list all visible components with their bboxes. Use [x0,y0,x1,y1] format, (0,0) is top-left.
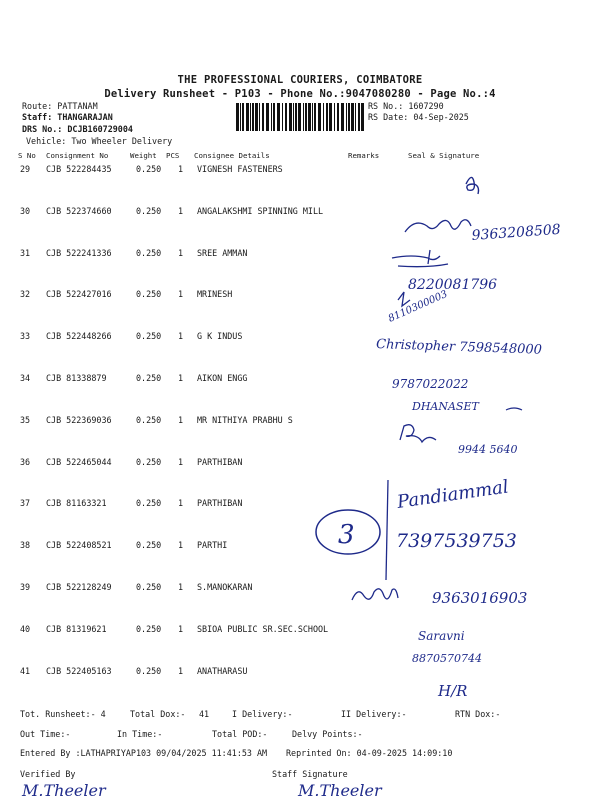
table-row [0,457,600,471]
circled-number: 3 [338,520,355,550]
row-consignee: PARTHI [197,540,228,550]
phone-37: 7397539753 [396,530,517,552]
rs-number: RS No.: 1607290 [368,101,444,111]
row-weight: 0.250 [136,289,162,299]
row-sno: 29 [20,164,31,174]
table-row [0,206,600,220]
text-34: DHANASET [412,400,479,413]
row-weight: 0.250 [136,248,162,258]
drs-number: DRS No.: DCJB160729004 [22,124,133,134]
row-consignment-no: CJB 522405163 [46,666,112,676]
row-pcs: 1 [178,415,184,425]
table-row [0,498,600,512]
entered-by: Entered By :LATHAPRIYAP103 09/04/2025 11:41:53 AM [20,748,268,758]
row-consignee: S.MANOKARAN [197,582,253,592]
total-pod: Total POD:- [212,729,268,739]
row-consignment-no: CJB 522448266 [46,331,112,341]
col-consignee: Consignee Details [194,151,270,160]
delvy-points: Delvy Points:- [292,729,363,739]
table-row [0,373,600,387]
row-pcs: 1 [178,540,184,550]
table-row [0,540,600,554]
phone-32: 8110300003 [386,288,450,325]
col-remarks: Remarks [348,151,380,160]
total-dox-label: Total Dox:- [130,709,186,719]
text-33: Christopher 7598548000 [375,337,543,358]
row-sno: 32 [20,289,31,299]
row-consignee: ANGALAKSHMI SPINNING MILL [197,206,324,216]
phone-30: 9363208508 [471,221,562,244]
ii-delivery: II Delivery:- [341,709,407,719]
row-pcs: 1 [178,248,184,258]
row-consignment-no: CJB 522128249 [46,582,112,592]
staff-signature-label: Staff Signature [272,769,348,779]
bracket-line [386,480,388,580]
verified-signature: M.Theeler [22,781,106,800]
row-pcs: 1 [178,373,184,383]
phone-34: 9787022022 [392,377,469,391]
row-consignment-no: CJB 81338879 [46,373,107,383]
i-delivery: I Delivery:- [232,709,293,719]
row-consignee: MRINESH [197,289,233,299]
row-weight: 0.250 [136,540,162,550]
col-sno: S No [18,151,36,160]
row-sno: 33 [20,331,31,341]
row-pcs: 1 [178,457,184,467]
table-row [0,582,600,596]
row-consignment-no: CJB 522427016 [46,289,112,299]
row-sno: 38 [20,540,31,550]
row-sno: 37 [20,498,31,508]
row-pcs: 1 [178,206,184,216]
table-row [0,164,600,178]
row-consignee: AIKON ENGG [197,373,248,383]
row-sno: 40 [20,624,31,634]
row-weight: 0.250 [136,666,162,676]
col-pcs: PCS [166,151,180,160]
row-sno: 34 [20,373,31,383]
tot-runsheet: Tot. Runsheet:- 4 [20,709,106,719]
row-pcs: 1 [178,624,184,634]
row-sno: 39 [20,582,31,592]
row-sno: 31 [20,248,31,258]
row-pcs: 1 [178,582,184,592]
signature-scribble [405,220,471,232]
row-consignee: SBIOA PUBLIC SR.SEC.SCHOOL [197,624,329,634]
table-row [0,331,600,345]
col-seal-signature: Seal & Signature [408,151,480,160]
row-consignee: SREE AMMAN [197,248,248,258]
text-35: 9944 5640 [458,443,518,456]
row-consignee: PARTHIBAN [197,457,243,467]
rs-date: RS Date: 04-Sep-2025 [368,112,469,122]
row-weight: 0.250 [136,624,162,634]
phone-31: 8220081796 [408,277,498,293]
row-weight: 0.250 [136,415,162,425]
reprinted-on: Reprinted On: 04-09-2025 14:09:10 [286,748,453,758]
row-consignment-no: CJB 81319621 [46,624,107,634]
row-sno: 41 [20,666,31,676]
row-consignment-no: CJB 81163321 [46,498,107,508]
runsheet-subtitle: Delivery Runsheet - P103 - Phone No.:9047080280 - Page No.:4 [104,88,496,100]
initials-41: H/R [438,682,468,700]
row-pcs: 1 [178,289,184,299]
table-row [0,666,600,680]
table-row [0,248,600,262]
row-consignee: ANATHARASU [197,666,248,676]
row-weight: 0.250 [136,582,162,592]
route-label: Route: PATTANAM [22,101,98,111]
row-consignment-no: CJB 522284435 [46,164,112,174]
vehicle-label: Vehicle: Two Wheeler Delivery [26,136,173,146]
row-weight: 0.250 [136,164,162,174]
row-pcs: 1 [178,331,184,341]
rtn-dox: RTN Dox:- [455,709,501,719]
row-consignment-no: CJB 522374660 [46,206,112,216]
col-consignment: Consignment No [46,151,109,160]
row-sno: 36 [20,457,31,467]
phone-40: 8870570744 [412,652,482,665]
row-consignment-no: CJB 522465044 [46,457,112,467]
table-row [0,289,600,303]
staff-signature: M.Theeler [298,781,382,800]
row-consignee: G K INDUS [197,331,243,341]
name-36: Pandiammal [395,476,510,513]
row-sno: 30 [20,206,31,216]
row-consignee: VIGNESH FASTENERS [197,164,283,174]
table-row [0,415,600,429]
company-title: THE PROFESSIONAL COURIERS, COIMBATORE [177,74,423,86]
phone-39: 9363016903 [432,589,528,607]
in-time: In Time:- [117,729,163,739]
row-consignment-no: CJB 522408521 [46,540,112,550]
row-sno: 35 [20,415,31,425]
row-weight: 0.250 [136,373,162,383]
name-40: Saravni [418,629,465,643]
row-consignment-no: CJB 522241336 [46,248,112,258]
col-weight: Weight [130,151,157,160]
row-consignee: MR NITHIYA PRABHU S [197,415,293,425]
table-row [0,624,600,638]
verified-by-label: Verified By [20,769,76,779]
row-weight: 0.250 [136,331,162,341]
row-pcs: 1 [178,164,184,174]
signature-scribble [466,177,479,194]
out-time: Out Time:- [20,729,71,739]
total-dox-value: 41 [199,709,210,719]
staff-label: Staff: THANGARAJAN [22,112,113,122]
row-weight: 0.250 [136,498,162,508]
row-consignee: PARTHIBAN [197,498,243,508]
row-pcs: 1 [178,666,184,676]
row-pcs: 1 [178,498,184,508]
row-weight: 0.250 [136,206,162,216]
row-weight: 0.250 [136,457,162,467]
barcode-icon [236,103,364,131]
row-consignment-no: CJB 522369036 [46,415,112,425]
